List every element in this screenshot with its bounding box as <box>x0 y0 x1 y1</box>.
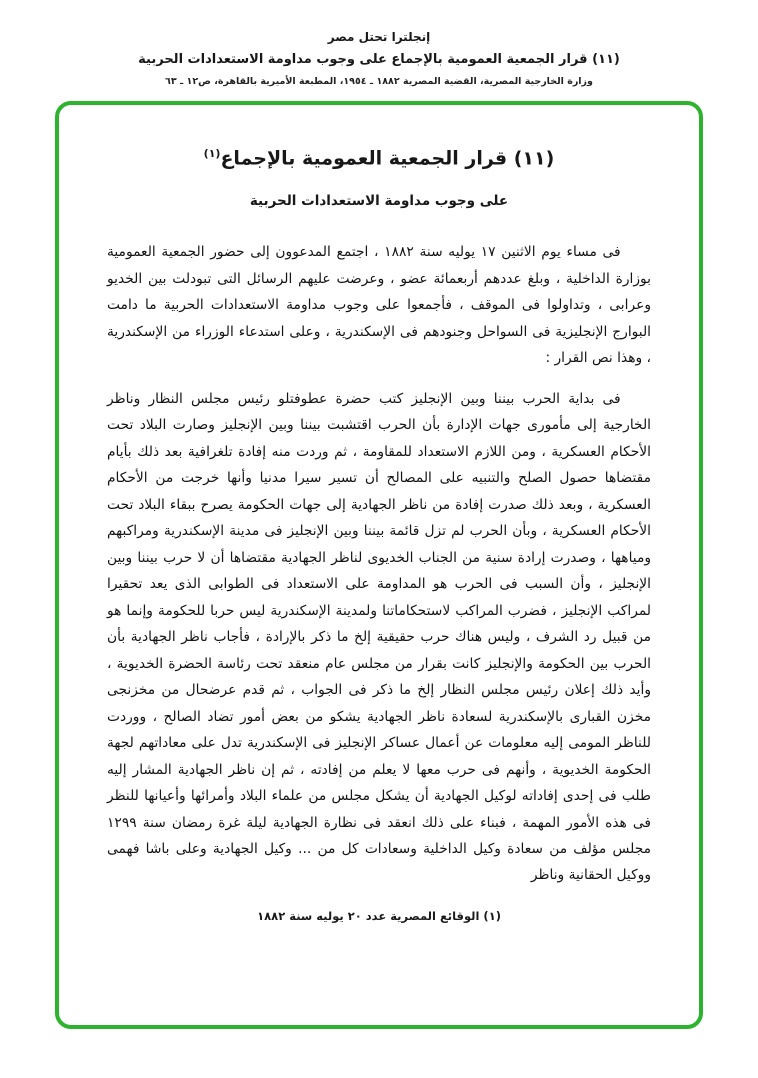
document-title <box>107 147 651 169</box>
paragraph-resolution-text: فى بداية الحرب بيننا وبين الإنجليز كتب حضرة عطوفتلو رئيس مجلس النظار وناظر الخارجية إلى مأمورى جهات الإدارة بأن الحرب اقتشبت بيننا وبين الإنجليز وصارت البلاد تحت الأحكام العسكرية ، ومن اللازم الاستعداد للمقاومة ، ثم وردت منه إفادة تلغرافية بعد ذلك بأيام مقتضاها حصول الصلح والتنبيه على المصالح أن تسير سيرا مدنيا وأنها خرجت من الأحكام العسكرية ، وبعد ذلك صدرت إفادة من ناظر الجهادية إلى جهات الحكومة يصرح ببقاء البلاد تحت الأحكام العسكرية ، وبأن الحرب لم تزل قائمة بيننا وبين الإنجليز فى مدينة الإسكندرية ومراكبهم ومياهها ، وصدرت إرادة سنية من الجناب الخديوى لناظر الجهادية مقتضاها أن لا حرب بيننا وبين الإنجليز ، وأن السبب فى الحرب هو المداومة على الاستعداد فى الطوابى الذى يعد تحقيرا لمراكب الإنجليز ، فضرب المراكب لاستحكاماتنا ولمدينة الإسكندرية ليس حربا للحكومة وإنما هو من قبيل رد الشرف ، وليس هناك حرب حقيقية إلخ ما ذكر بالإرادة ، فأجاب ناظر الجهادية بأن الحرب بين الحكومة والإنجليز كانت بقرار من مجلس عام منعقد تحت رئاسة الحضرة الخديوية ، وأيد ذلك إعلان رئيس مجلس النظار إلخ ما ذكر فى الجواب ، ثم قدم عرضحال من مخزنجى مخزن القبارى بالإسكندرية لسعادة ناظر الجهادية يشكو من بعض أمور تضاد الصالح ، ووردت للناظر المومى إليه معلومات عن أعمال عساكر الإنجليز فى الإسكندرية تدل على معاداتهم لجهة الحكومة الخديوية ، وأنهم فى حرب معها لا يعلم من إفادته ، ثم إن ناظر الجهادية المشار إليه طلب فى إحدى إفاداته لوكيل الجهادية أن يشكل مجلس من علماء البلاد وأمرائها وأعيانها للنظر فى هذه الأمور المهمة ، فبناء على ذلك انعقد فى نظارة الجهادية ليلة غرة رمضان سنة ١٢٩٩ مجلس مؤلف من سعادة وكيل الداخلية وسعادات كل من ... وكيل الجهادية وعلى باشا فهمى ووكيل الحقانية وناظر <box>107 390 651 884</box>
document-footnote: (١) الوقائع المصرية عدد ٢٠ يوليه سنة ١٨٨٢ <box>257 908 501 923</box>
document-subtitle: على وجوب مداومة الاستعدادات الحربية <box>249 193 509 210</box>
document-title-text: (١١) قرار الجمعية العمومية بالإجماع <box>220 147 555 170</box>
header-source-citation: وزارة الخارجية المصرية، القضية المصرية ١٨٨٢ ـ ١٩٥٤، المطبعة الأميرية بالقاهرة، ص١٢ ـ ٦٣ <box>165 76 593 87</box>
header-book-title: إنجلترا تحتل مصر <box>327 30 431 44</box>
paragraph-intro: فى مساء يوم الاثنين ١٧ يوليه سنة ١٨٨٢ ، اجتمع المدعوون إلى حضور الجمعية العمومية بوزارة الداخلية ، وبلغ عددهم أربعمائة عضو ، وعرضت عليهم الرسائل التى تبودلت بين الخديو وعرابى ، وتداولوا فى الموقف ، فأجمعوا على وجوب مداومة الاستعدادات الحربية ما دامت البوارج الإنجليزية فى السواحل وجنودهم فى الإسكندرية ، وعلى استدعاء الوزراء من الإسكندرية ، وهذا نص القرار : <box>107 244 651 367</box>
page-header <box>0 0 758 87</box>
footnote-marker: (١) <box>203 147 221 160</box>
document-body <box>107 239 651 889</box>
header-document-title: (١١) قرار الجمعية العمومية بالإجماع على وجوب مداومة الاستعدادات الحربية <box>138 52 620 67</box>
document-frame <box>55 101 703 1029</box>
